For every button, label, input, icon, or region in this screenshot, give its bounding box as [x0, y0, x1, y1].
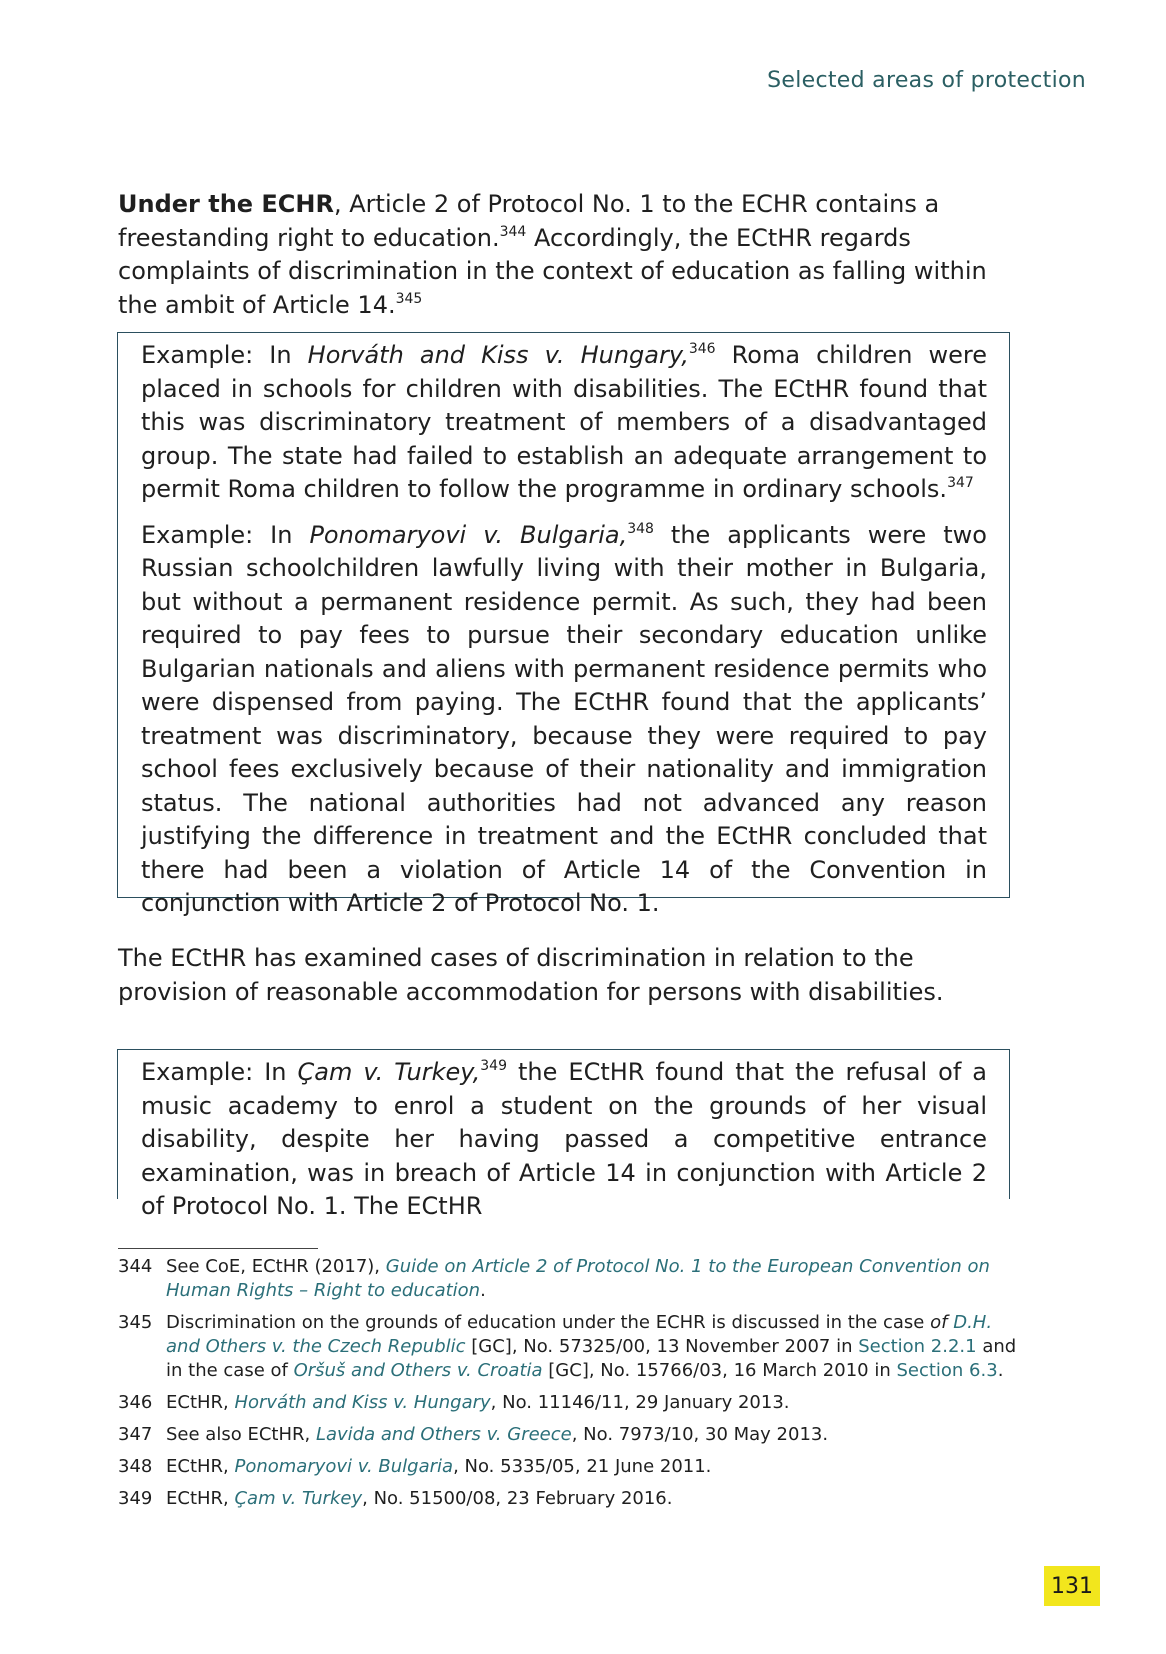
footnote-link-section-6-3[interactable]: Section 6.3: [896, 1360, 998, 1381]
footnote-345: [118, 1311, 1018, 1383]
footnote-number: 345: [118, 1312, 153, 1333]
case-name-horvath: Horváth and Kiss v. Hungary,: [307, 341, 689, 369]
footnote-number: 348: [118, 1456, 153, 1477]
footnote-link-ponomaryovi[interactable]: Ponomaryovi v. Bulgaria: [234, 1456, 454, 1477]
footnote-link-lavida[interactable]: Lavida and Others v. Greece: [315, 1424, 572, 1445]
middle-paragraph: The ECtHR has examined cases of discrimination in relation to the provision of reasonable accommodation for persons with disabilities.: [118, 944, 944, 1006]
footnote-link-guide[interactable]: Guide on Article 2 of Protocol No. 1 to the European Convention on Human Rights – Right to education: [166, 1256, 990, 1301]
example-ponomaryovi-text: the applicants were two Russian schoolchildren lawfully living with their mother in Bulgaria, but without a permanent residence permit. As such, they had been required to pay fees to pursue their secondary education unlike Bulgarian nationals and aliens with permanent residence permits who were dispensed from paying. The ECtHR found that the applicants’ treatment was discriminatory, because they were required to pay school fees exclusively because of their nationality and immigration status. The national authorities had not advanced any reason justifying the difference in treatment and the ECtHR concluded that there had been a violation of Article 14 of the Convention in conjunction with Article 2 of Protocol No. 1.: [141, 520, 987, 917]
footnote-divider: [118, 1248, 318, 1249]
footnote-text: ECtHR,: [166, 1392, 235, 1413]
footnote-text: ECtHR,: [166, 1456, 235, 1477]
footnote-344: [118, 1255, 1018, 1303]
footnote-ref-346[interactable]: 346: [688, 341, 716, 357]
example-horvath-text: Roma children were placed in schools for children with disabilities. The ECtHR found that this was discriminatory treatment of members of a disadvantaged group. The state had failed to establish an adequate arrangement to permit Roma children to follow the programme in ordinary schools.: [141, 341, 987, 503]
example-prefix: Example: In: [141, 1058, 298, 1086]
footnote-346: [118, 1391, 1018, 1415]
case-name-cam: Çam v. Turkey,: [297, 1058, 481, 1086]
example-box-1: [117, 332, 1010, 917]
footnote-ref-348[interactable]: 348: [627, 520, 654, 537]
footnote-number: 349: [118, 1488, 153, 1509]
footnote-text: and in the case of: [166, 1336, 1017, 1381]
example-horvath: [141, 339, 987, 507]
footnote-link-cam[interactable]: Çam v. Turkey: [234, 1488, 363, 1509]
example-cam: [141, 1056, 987, 1224]
example-cam-text: the ECtHR found that the refusal of a music academy to enrol a student on the grounds of her visual disability, despite her having passed a competitive entrance examination, was in breach of Article 14 in conjunction with Article 2 of Protocol No. 1. The ECtHR: [141, 1058, 987, 1220]
footnote-text: , No. 5335/05, 21 June 2011.: [453, 1456, 712, 1477]
footnote-text: , No. 51500/08, 23 February 2016.: [362, 1488, 673, 1509]
footnote-text: ECtHR,: [166, 1488, 235, 1509]
footnote-of: of: [930, 1312, 948, 1333]
footnote-link-section-2-2-1[interactable]: Section 2.2.1: [858, 1336, 977, 1357]
footnote-text: Discrimination on the grounds of education under the ECHR is discussed in the case: [166, 1312, 931, 1333]
footnote-ref-347[interactable]: 347: [947, 475, 974, 491]
footnote-text: [GC], No. 15766/03, 16 March 2010 in: [542, 1360, 897, 1381]
footnote-link-orsus[interactable]: Oršuš and Others v. Croatia: [293, 1360, 543, 1381]
footnote-link-horvath[interactable]: Horváth and Kiss v. Hungary: [234, 1392, 491, 1413]
footnote-ref-344[interactable]: 344: [499, 223, 527, 240]
example-prefix: Example: In: [141, 341, 308, 369]
intro-text-a: , Article 2 of Protocol No. 1 to the ECHR contains a freestanding right to education.: [118, 190, 940, 252]
footnote-349: [118, 1487, 1018, 1511]
footnote-text: See also ECtHR,: [166, 1424, 316, 1445]
page-number: 131: [1044, 1566, 1100, 1606]
footnote-text: See CoE, ECtHR (2017),: [166, 1256, 386, 1277]
intro-paragraph: [118, 188, 1018, 322]
footnotes: [118, 1255, 1018, 1519]
footnote-number: 346: [118, 1392, 153, 1413]
case-name-ponomaryovi: Ponomaryovi v. Bulgaria,: [309, 520, 628, 549]
footnote-number: 344: [118, 1256, 153, 1277]
footnote-text: .: [480, 1280, 486, 1301]
example-prefix: Example: In: [141, 520, 310, 549]
footnote-text: .: [997, 1360, 1004, 1381]
footnote-text: , No. 7973/10, 30 May 2013.: [571, 1424, 829, 1445]
footnote-347: [118, 1423, 1018, 1447]
intro-bold-lead: Under the ECHR: [118, 190, 334, 218]
footnote-text: [GC], No. 57325/00, 13 November 2007 in: [465, 1336, 859, 1357]
footnote-text: , No. 11146/11, 29 January 2013.: [490, 1392, 790, 1413]
footnote-number: 347: [118, 1424, 153, 1445]
footnote-ref-345[interactable]: 345: [395, 290, 423, 307]
example-box-2: [117, 1049, 1010, 1220]
intro-text-b: Accordingly, the ECtHR regards complaints of discrimination in the context of education as falling within the ambit of Article 14.: [118, 223, 987, 319]
running-head: Selected areas of protection: [767, 68, 1086, 93]
footnote-link-dh[interactable]: D.H. and Others v. the Czech Republic: [166, 1312, 993, 1357]
footnote-348: [118, 1455, 1018, 1479]
footnote-ref-349[interactable]: 349: [480, 1058, 507, 1074]
example-ponomaryovi: [141, 519, 987, 921]
